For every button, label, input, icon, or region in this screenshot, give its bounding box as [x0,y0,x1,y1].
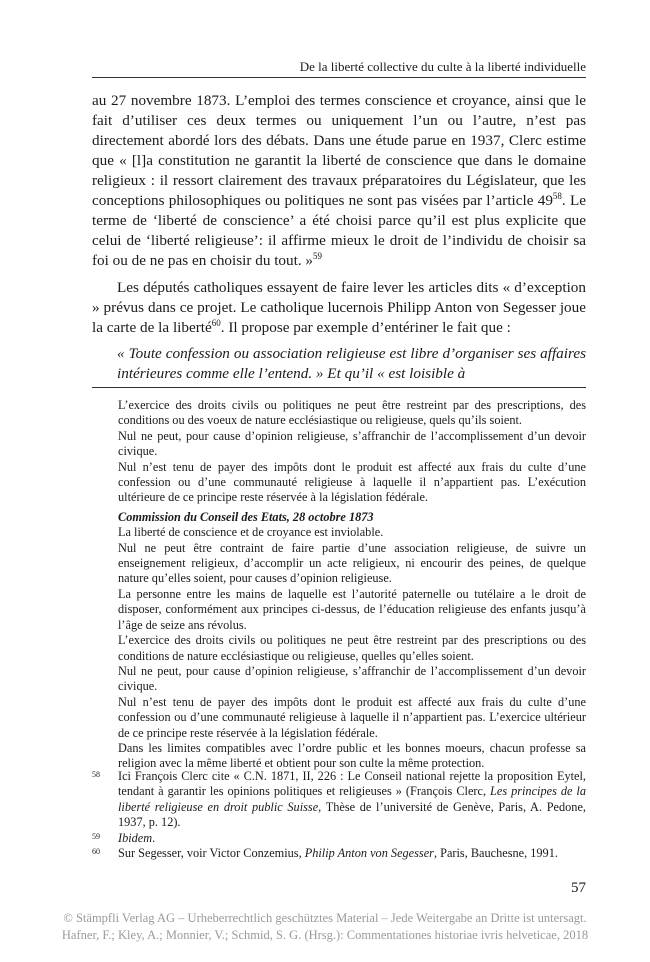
footnote-ref-60[interactable]: 60 [211,317,221,328]
page-number: 57 [571,880,586,896]
footnote-rule [92,387,586,388]
note-line: L’exercice des droits civils ou politiques ne peut être restreint par des prescriptions, des conditions ou des voeux de nature ecclésiastique ou religieuse, quels qu’ils soient. [118,398,586,428]
running-header: De la liberté collective du culte à la liberté individuelle [299,59,586,74]
paragraph-1-text-b: . Le terme de ‘liberté de conscience’ a été choisi parce qu’il est plus explicite que celui de ‘liberté religieuse’: il affirme mieux le droit de l’individu de choisir sa foi ou de ne pas en choisir du tout. » [92,192,586,269]
footnote-ref-58[interactable]: 58 [552,190,562,201]
paragraph-1 [92,91,586,271]
footnote-number: 58 [92,770,100,779]
copyright-line-2: Hafner, F.; Kley, A.; Monnier, V.; Schmid, S. G. (Hrsg.): Commentationes historiae ivris helveticae, 2018 [61,928,589,942]
note-line: L’exercice des droits civils ou politiques ne peut être restreint par des prescriptions ou des conditions de nature ecclésiastique ou religieuse, quelles qu’elles soient. [118,633,586,663]
copyright-notice [0,910,650,944]
footnote-59 [92,831,586,846]
footnote-text: , Thèse de l’université de Genève, Paris, A. Pedone, 1937, p. 12). [118,799,586,830]
footnote-text: , Paris, Bauchesne, 1991. [433,846,558,861]
footnote-60 [92,846,586,861]
footnote-number: 59 [92,831,100,841]
note-line: La liberté de conscience et de croyance est inviolable. [118,525,384,540]
footnote-body [118,769,586,831]
note-line: Nul n’est tenu de payer des impôts dont le produit est affecté aux frais du culte d’une confession ou d’une communauté religieuse à laquelle il n’appartient pas. L’exercice ultérieur de ce principe reste réservée à la législation fédérale. [118,694,586,740]
footnote-body [118,846,586,861]
note-line: Nul ne peut, pour cause d’opinion religieuse, s’affranchir de l’accomplissement d’un devoir civique. [118,663,586,694]
footnote-number: 60 [92,847,100,857]
footnote-ref-59[interactable]: 59 [313,250,323,261]
footnote-58 [92,769,586,831]
paragraph-2-text-a: Les députés catholiques essayent de faire lever les articles dits « d’exception » prévus dans ce projet. Le catholique lucernois Philipp Anton von Segesser joue la carte de la liberté [92,279,586,336]
note-line: Nul ne peut, pour cause d’opinion religieuse, s’affranchir de l’accomplissement d’un devoir civique. [118,428,586,459]
note-line: Dans les limites compatibles avec l’ordre public et les bonnes moeurs, chacun professe sa religion avec la même liberté et obtient pour son culte la même protection. [118,740,586,771]
note-line: Nul ne peut être contraint de faire partie d’une association religieuse, de suivre un enseignement religieux, d’accomplir un acte religieux, ni encourir des peines, de quelque nature qu’elles soient, pour causes d’opinion religieuse. [118,540,586,586]
footnote-text: Ici François Clerc cite « C.N. 1871, II, 226 : Le Conseil national rejette la proposition Eytel, tendant à garantir les opinions politiques et religieuses » (François Clerc, [118,769,586,799]
copyright-line-1: © Stämpfli Verlag AG – Urheberrechtlich geschütztes Material – Jede Weitergabe an Dritte ist untersagt. [63,911,587,925]
footnote-body [118,831,586,846]
footnote-continuation [118,398,586,772]
main-text [92,91,586,384]
header-rule [92,77,586,78]
footnote-title: Ibidem [118,830,153,845]
paragraph-2-text-b: . Il propose par exemple d’entériner le fait que : [220,319,511,336]
footnote-title: Les principes de la liberté religieuse en droit public Suisse [118,784,586,814]
footnote-text: Sur Segesser, voir Victor Conzemius, [118,846,305,861]
footnotes [92,769,586,861]
paragraph-2 [92,278,586,338]
block-quote: « Toute confession ou association religieuse est libre d’organiser ses affaires intérieures comme elle l’entend. » Et qu’il « est loisible à [117,345,586,382]
commission-heading: Commission du Conseil des Etats, 28 octobre 1873 [118,509,374,524]
footnote-title: Philip Anton von Segesser [304,846,434,861]
footnote-text: . [152,830,156,845]
note-line: La personne entre les mains de laquelle est l’autorité paternelle ou tutélaire a le droit de disposer, conformément aux principes ci-dessus, de l’éducation religieuse des enfants jusqu’à l’âge de seize ans révolus. [118,586,586,632]
note-line: Nul n’est tenu de payer des impôts dont le produit est affecté aux frais du culte d’une confession ou d’une communauté religieuse à laquelle il n’appartient pas. L’exécution ultérieure de ce principe reste réservée à la législation fédérale. [118,459,586,505]
paragraph-1-text-a: au 27 novembre 1873. L’emploi des termes conscience et croyance, ainsi que le fait d’utiliser ces deux termes ou uniquement l’un ou l’autre, n’est pas directement abordé lors des débats. Dans une étude parue en 1937, Clerc estime que « [l]a constitution ne garantit la liberté de conscience que dans le domaine religieux : il ressort clairement des travaux préparatoires du Législateur, que les conceptions philosophiques ou politiques ne sont pas visées par l’article 49 [92,92,586,209]
